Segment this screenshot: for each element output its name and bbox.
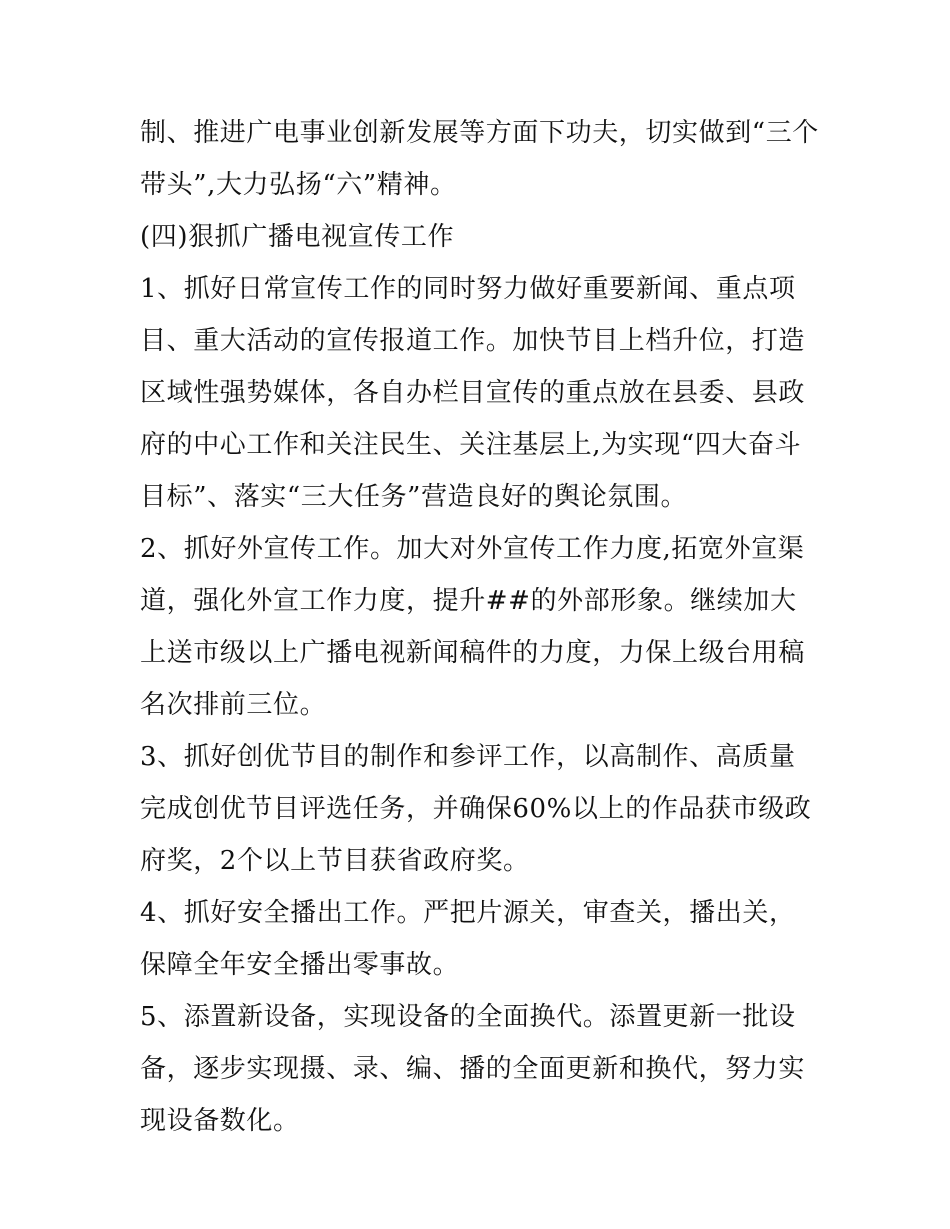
paragraph-item-3: 3、抓好创优节目的制作和参评工作，以高制作、高质量完成创优节目评选任务，并确保60%以上的作品获市级政府奖，2个以上节目获省政府奖。 (140, 742, 812, 876)
paragraph-item-2: 2、抓好外宣传工作。加大对外宣传工作力度,拓宽外宣渠道，强化外宣工作力度，提升##的外部形象。继续加大上送市级以上广播电视新闻稿件的力度，力保上级台用稿名次排前三位。 (140, 534, 806, 720)
paragraph-continuation: 制、推进广电事业创新发展等方面下功夫，切实做到“三个带头”,大力弘扬“六”精神。 (140, 118, 819, 200)
paragraph-item-1: 1、抓好日常宣传工作的同时努力做好重要新闻、重点项目、重大活动的宣传报道工作。加快节目上档升位，打造区域性强势媒体，各自办栏目宣传的重点放在县委、县政府的中心工作和关注民生、关注基层上,为实现“四大奋斗目标”、落实“三大任务”营造良好的舆论氛围。 (140, 274, 806, 512)
document-body (140, 107, 820, 1147)
paragraph-item-4: 4、抓好安全播出工作。严把片源关，审查关，播出关，保障全年安全播出零事故。 (140, 898, 796, 980)
paragraph-item-5: 5、添置新设备，实现设备的全面换代。添置更新一批设备，逐步实现摄、录、编、播的全面更新和换代，努力实现设备数化。 (140, 1002, 806, 1136)
section-heading: (四)狠抓广播电视宣传工作 (140, 222, 455, 252)
